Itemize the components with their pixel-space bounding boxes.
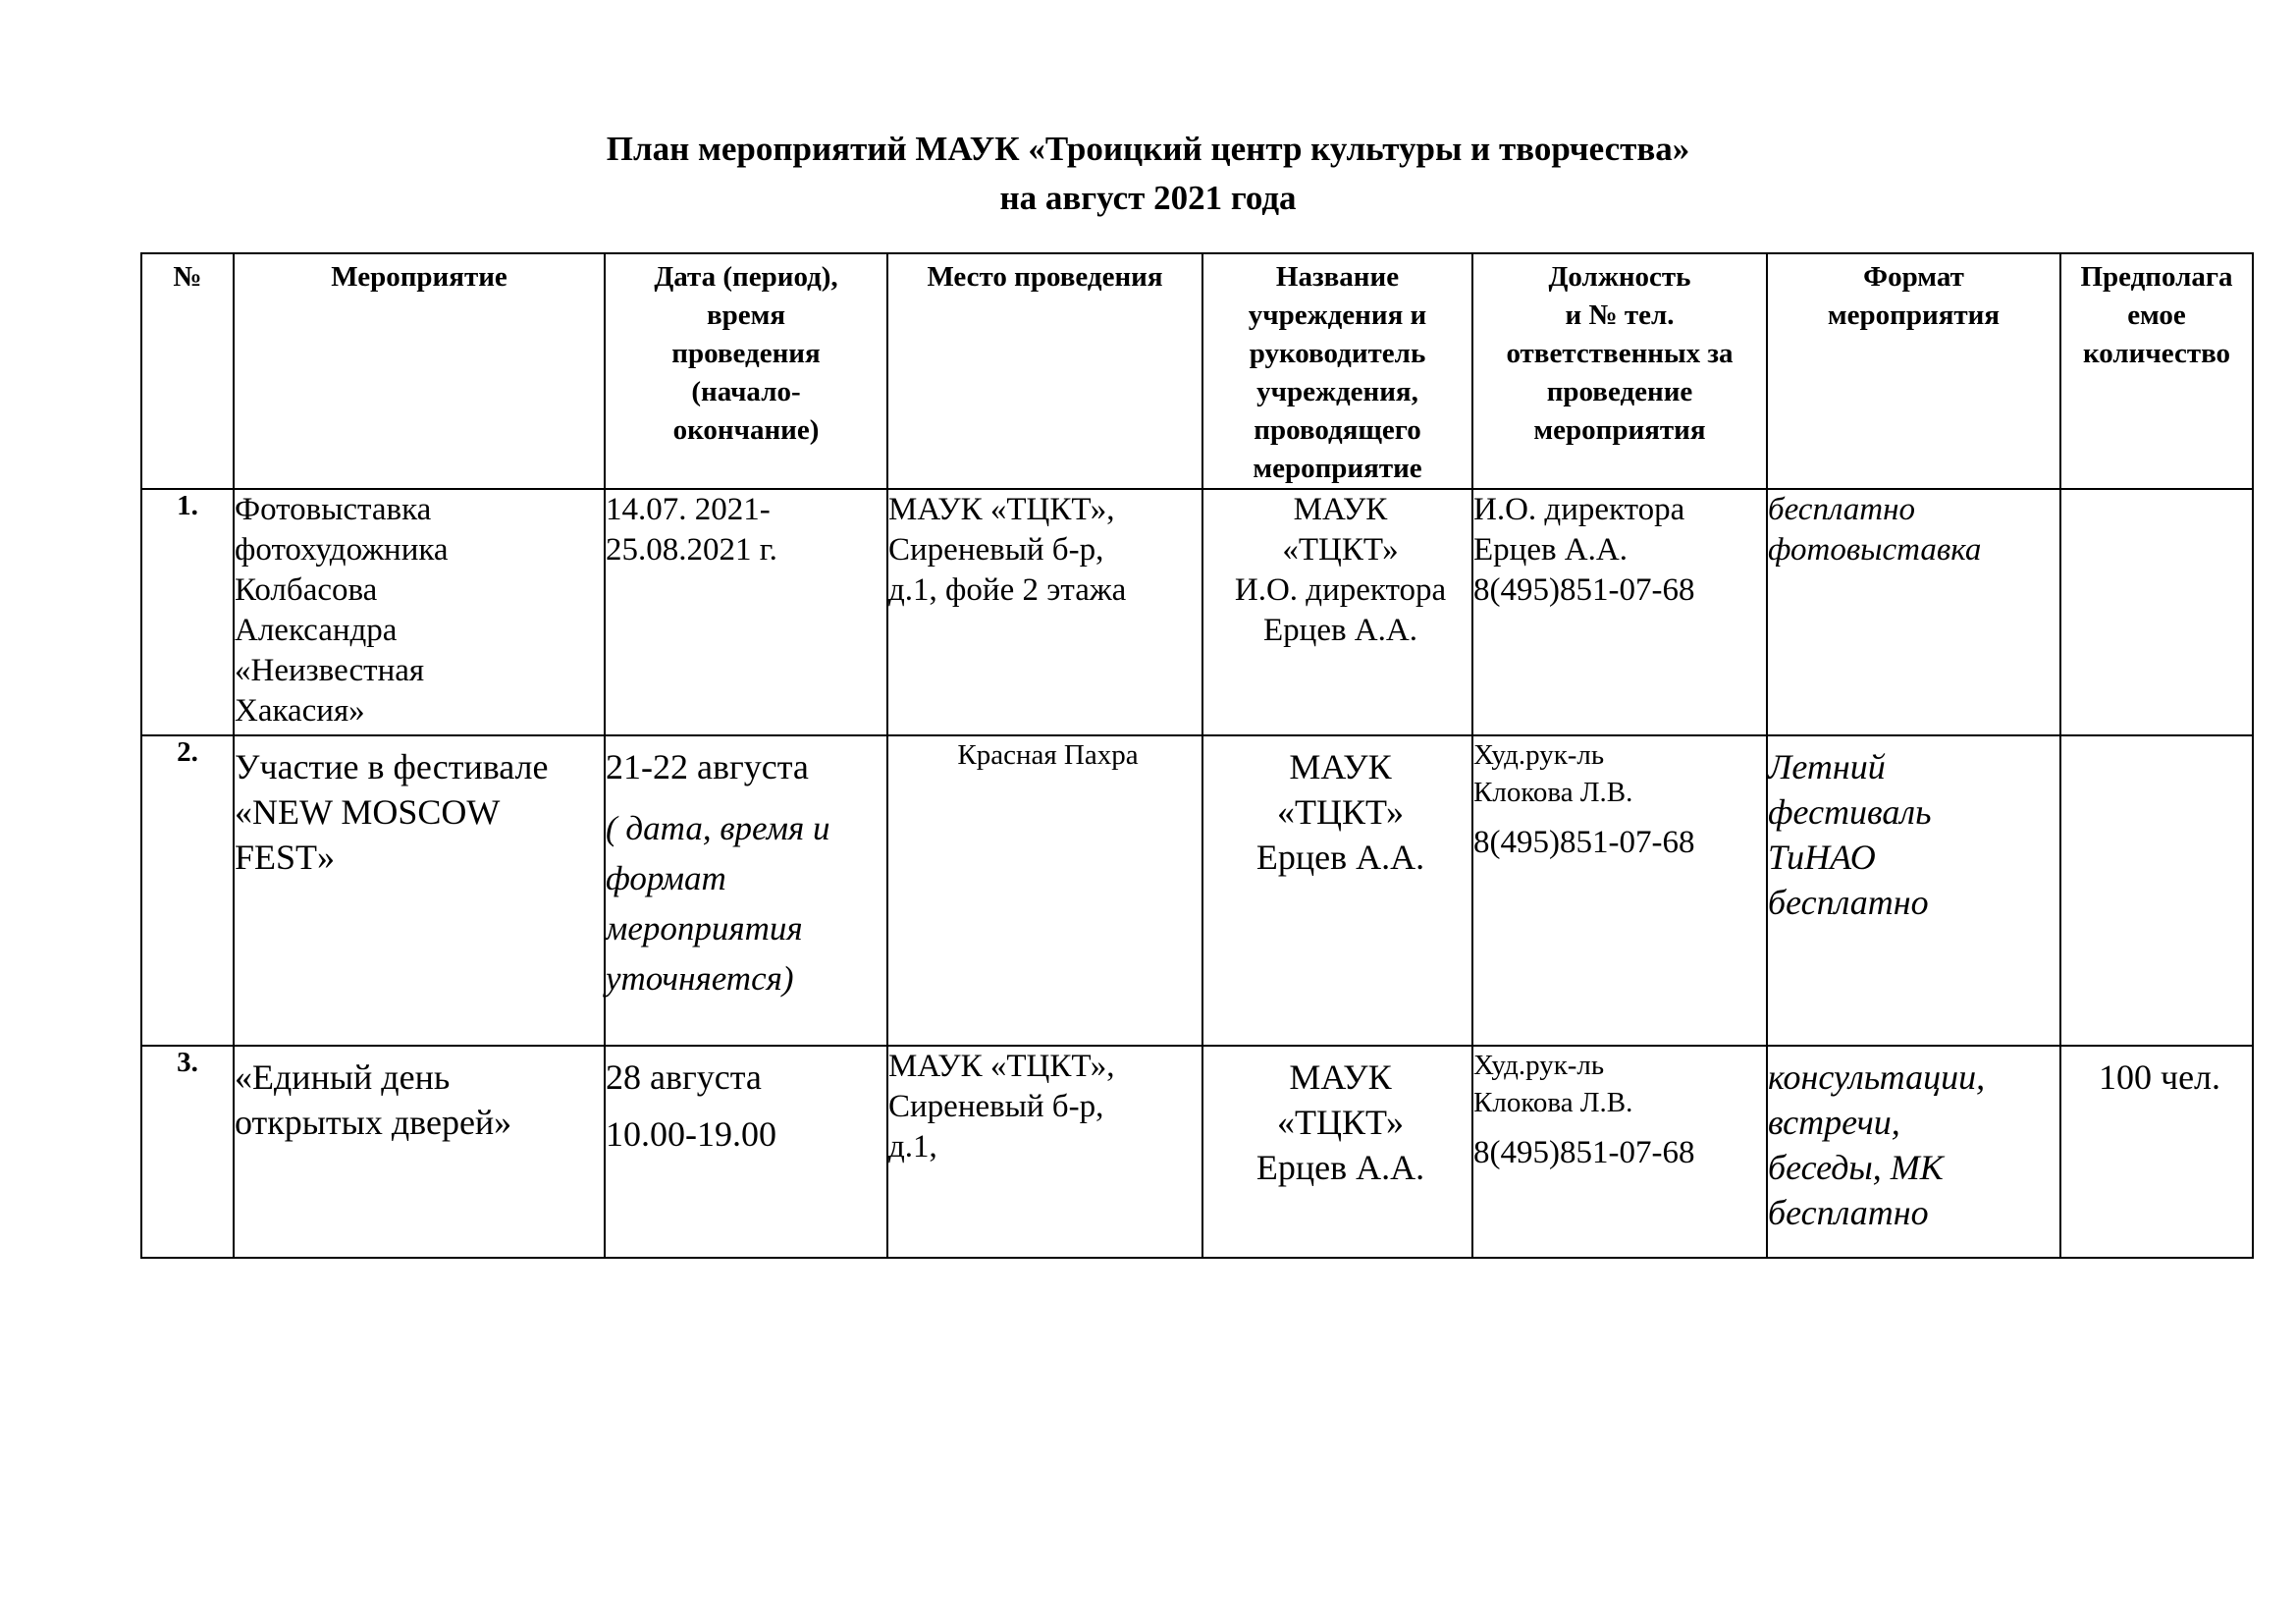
contact-cell — [1472, 735, 1767, 1046]
contact-cell — [1472, 489, 1767, 735]
event-cell: Фотовыставка фотохудожника Колбасова Александра «Неизвестная Хакасия» — [234, 489, 605, 735]
contact-role: Худ.рук-ль Клокова Л.В. — [1473, 1050, 1633, 1118]
event-cell: «Единый день открытых дверей» — [234, 1046, 605, 1258]
organization-cell: МАУК «ТЦКТ» Ерцев А.А. — [1202, 1046, 1472, 1258]
header-quantity: Предполага емое количество — [2060, 253, 2253, 489]
contact-role: Худ.рук-ль Клокова Л.В. — [1473, 739, 1633, 808]
contact-role: И.О. директора Ерцев А.А. — [1473, 492, 1685, 568]
header-num: № — [141, 253, 234, 489]
table-row — [141, 489, 2253, 735]
contact-cell — [1472, 1046, 1767, 1258]
events-plan-table — [140, 252, 2254, 1259]
table-row — [141, 1046, 2253, 1258]
row-number: 1. — [141, 489, 234, 735]
date-cell: 21-22 августа ( дата, время и формат мероприятия уточняется) — [605, 735, 887, 1046]
contact-phone: 8(495)851-07-68 — [1473, 825, 1695, 860]
quantity-cell — [2060, 489, 2253, 735]
contact-phone: 8(495)851-07-68 — [1473, 1135, 1695, 1170]
quantity-cell — [2060, 735, 2253, 1046]
format-cell: консультации, встречи, беседы, МК бесплатно — [1767, 1046, 2060, 1258]
date-cell: 14.07. 2021- 25.08.2021 г. — [605, 489, 887, 735]
header-place: Место проведения — [887, 253, 1202, 489]
table-header-row — [141, 253, 2253, 489]
format-cell: бесплатно фотовыставка — [1767, 489, 2060, 735]
header-date: Дата (период), время проведения (начало- окончание) — [605, 253, 887, 489]
organization-cell: МАУК «ТЦКТ» Ерцев А.А. — [1202, 735, 1472, 1046]
table-row — [141, 735, 2253, 1046]
header-contact: Должность и № тел. ответственных за проведение мероприятия — [1472, 253, 1767, 489]
place-cell: МАУК «ТЦКТ», Сиреневый б-р, д.1, фойе 2 этажа — [887, 489, 1202, 735]
document-subtitle: на август 2021 года — [999, 179, 1297, 217]
document-title: План мероприятий МАУК «Троицкий центр культуры и творчества» — [606, 130, 1690, 168]
date-time: 10.00-19.00 — [606, 1114, 776, 1154]
contact-phone: 8(495)851-07-68 — [1473, 572, 1695, 608]
quantity-cell: 100 чел. — [2060, 1046, 2253, 1258]
header-organization: Название учреждения и руководитель учреждения, проводящего мероприятие — [1202, 253, 1472, 489]
row-number: 2. — [141, 735, 234, 1046]
date-cell: 28 августа 10.00-19.00 — [605, 1046, 887, 1258]
event-cell: Участие в фестивале «NEW MOSCOW FEST» — [234, 735, 605, 1046]
header-event: Мероприятие — [234, 253, 605, 489]
place-cell: МАУК «ТЦКТ», Сиреневый б-р, д.1, — [887, 1046, 1202, 1258]
date-note: ( дата, время и формат мероприятия уточняется) — [606, 809, 830, 998]
row-number: 3. — [141, 1046, 234, 1258]
organization-cell: МАУК «ТЦКТ» И.О. директора Ерцев А.А. — [1202, 489, 1472, 735]
place-cell: Красная Пахра — [887, 735, 1202, 1046]
format-cell: Летний фестиваль ТиНАО бесплатно — [1767, 735, 2060, 1046]
header-format: Формат мероприятия — [1767, 253, 2060, 489]
